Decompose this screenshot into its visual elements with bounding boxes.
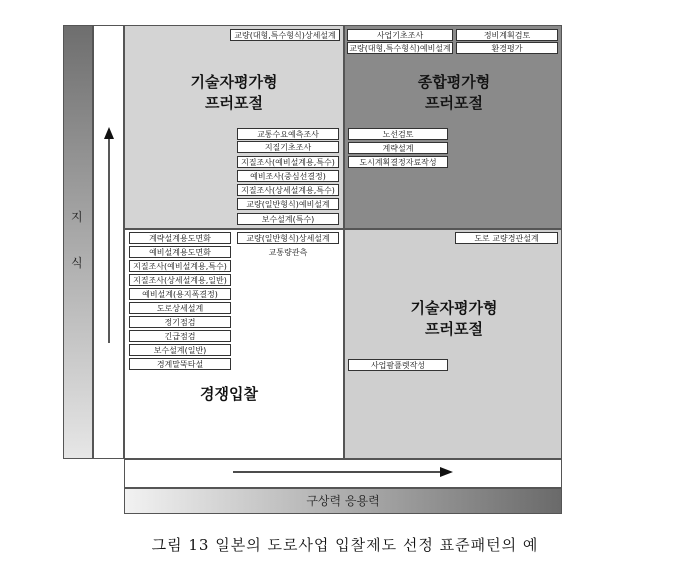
item-box: 도로 교량경관설계 xyxy=(455,232,558,244)
item-box: 보수설계(특수) xyxy=(237,213,339,225)
quadrant-top-left-title xyxy=(144,72,324,114)
title-line-2: 프러포절 xyxy=(205,94,263,112)
title-line-1: 종합평가형 xyxy=(417,73,491,91)
item-box: 예비설계(용지폭결정) xyxy=(129,288,231,300)
right-arrow-icon xyxy=(230,463,455,481)
item-box: 지질조사(상세설계용,특수) xyxy=(237,184,339,196)
item-box: 도로상세설계 xyxy=(129,302,231,314)
x-axis-label: 구상력 응용력 xyxy=(306,494,380,508)
item-box: 도시계획결정자료작성 xyxy=(348,156,448,168)
title-line-2: 프러포절 xyxy=(425,94,483,112)
item-box: 경계말뚝타설 xyxy=(129,358,231,370)
item-box: 지질조사(예비설계용,특수) xyxy=(129,260,231,272)
item-box: 노선검토 xyxy=(348,128,448,140)
quadrant-top-right xyxy=(344,25,562,229)
y-axis-gradient-bar xyxy=(63,25,93,459)
item-box: 예비설계용도면화 xyxy=(129,246,231,258)
item-box: 교량(일반형식)예비설계 xyxy=(237,198,339,210)
item-box: 지질조사(예비설계용,특수) xyxy=(237,156,339,168)
title-line-1: 기술자평가형 xyxy=(190,73,278,91)
quadrant-bottom-right xyxy=(344,229,562,459)
up-arrow-icon xyxy=(100,125,118,345)
item-box: 교량(대형,특수형식)상세설계 xyxy=(230,29,340,41)
item-box: 사업팜플렛작성 xyxy=(348,359,448,371)
item-box: 사업기초조사 xyxy=(347,29,453,41)
item-box: 보수설계(일반) xyxy=(129,344,231,356)
item-box: 교통수요예측조사 xyxy=(237,128,339,140)
quadrant-top-right-title xyxy=(364,72,544,114)
item-box: 교량(대형,특수형식)예비설계 xyxy=(347,42,453,54)
item-box: 계략설계용도면화 xyxy=(129,232,231,244)
item-box: 긴급점검 xyxy=(129,330,231,342)
quadrant-bottom-right-title xyxy=(364,298,544,340)
y-axis-label-top: 지 xyxy=(71,210,83,224)
title-line-2: 프러포절 xyxy=(425,320,483,338)
figure-caption: 그림 13 일본의 도로사업 입찰제도 선정 표준패턴의 예 xyxy=(151,536,539,554)
title-line-1: 기술자평가형 xyxy=(410,299,498,317)
quadrant-bottom-left-title: 경쟁입찰 xyxy=(200,385,258,403)
item-box: 교량(일반형식)상세설계 xyxy=(237,232,339,244)
item-box: 정비계획검토 xyxy=(456,29,558,41)
item-box: 계략설계 xyxy=(348,142,448,154)
item-box: 정기점검 xyxy=(129,316,231,328)
item-box: 지질조사(상세설계용,일반) xyxy=(129,274,231,286)
item-box: 지질기초조사 xyxy=(237,141,339,153)
item-box: 환경평가 xyxy=(456,42,558,54)
item-text: 교통량관측 xyxy=(268,248,308,257)
item-box: 예비조사(중심선결정) xyxy=(237,170,339,182)
y-axis-label-bottom: 식 xyxy=(71,256,83,270)
